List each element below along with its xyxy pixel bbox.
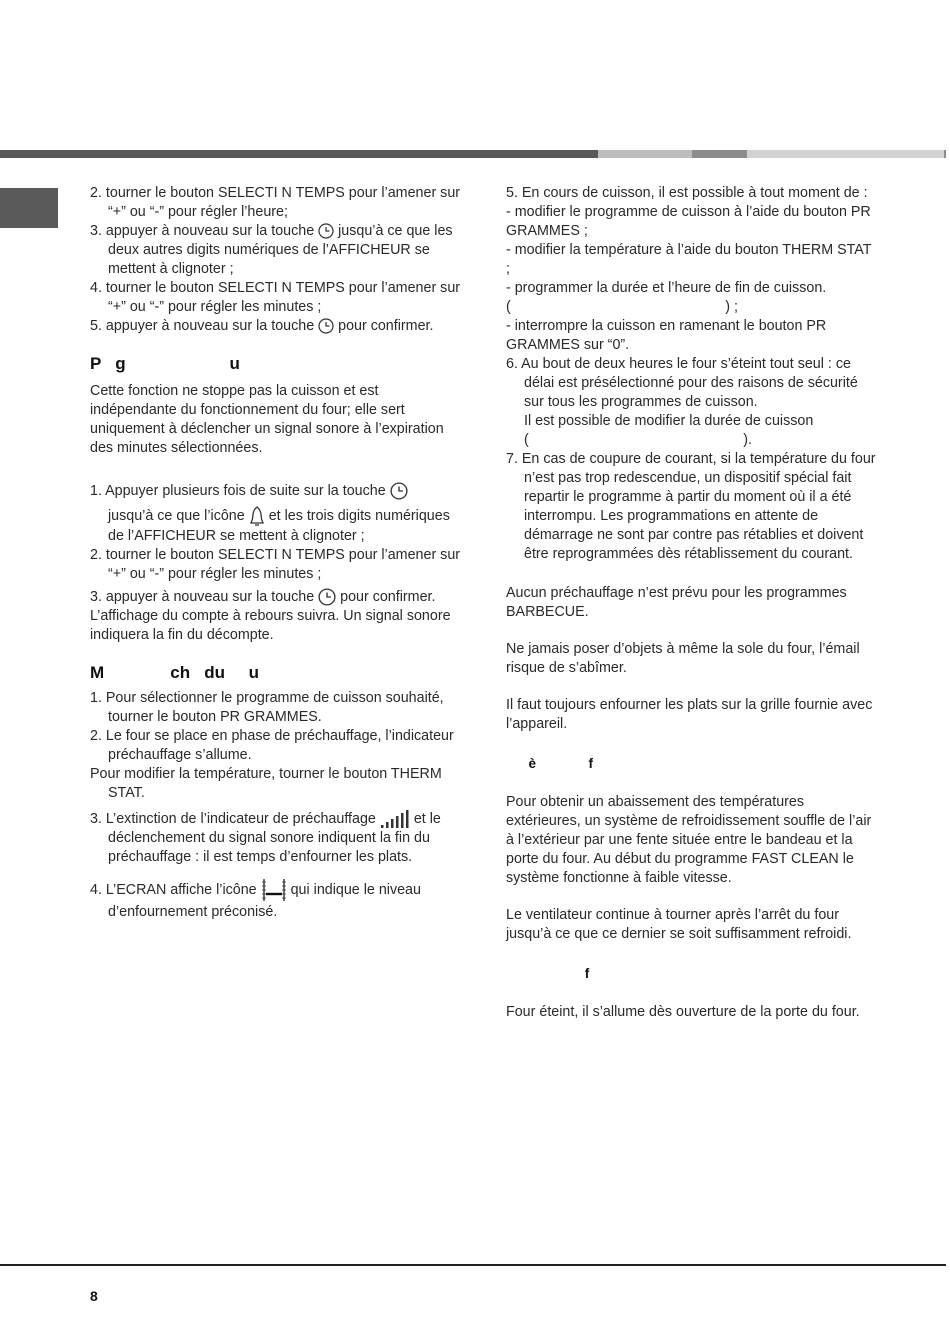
option-program-duration: - programmer la durée et l’heure de fin de cuisson. [506,280,827,296]
auto-shutoff-item: 6. Au bout de deux heures le four s’éteint tout seul : ce délai est présélectionné pour des raisons de sécurité sur tous les programmes de cuisson. [506,356,858,410]
shelf-level-icon [261,877,287,903]
start-step-3-text-a: 3. L’extinction de l’indicateur de préchauffage [90,810,376,827]
header-bar-light-right [747,150,944,158]
timer-step-3-text-a: 3. appuyer à nouveau sur la touche [90,589,315,605]
oven-light-paragraph: Four éteint, il s’allume dès ouverture de la porte du four. [506,1004,860,1020]
start-step-2: 2. Le four se place en phase de préchauffage, l’indicateur préchauffage s’allume. [90,728,454,763]
page-number: 8 [90,1288,98,1304]
power-outage-item: 7. En cas de coupure de courant, si la température du four n’est pas trop redescendue, un dispositif spécial fait repartir le programme à partir du moment où il a été interrompu. Les programmations en attente de démarrage ne sont par contre pas rétablies et doivent être reprogrammées dès rétablissement du courant. [506,451,876,562]
start-temperature-note: Pour modifier la température, tourner le bouton THERM STAT. [90,766,442,801]
clock-icon [318,588,336,606]
note-use-grill: Il faut toujours enfourner les plats sur la grille fournie avec l’appareil. [506,697,873,732]
clock-step-3 [90,222,465,279]
start-step-3-text-b: et le déclenchement du signal sonore indiquent la fin du préchauffage : il est temps d’enfourner les plats. [108,810,441,865]
clock-icon [318,318,334,334]
bell-icon [249,505,265,527]
footer-rule [0,1264,946,1266]
fan-note: Le ventilateur continue à tourner après l’arrêt du four jusqu’à ce que ce dernier se soit suffisamment refroidi. [506,907,852,942]
timer-step-1-continued [90,505,465,546]
option-program-duration-reference: ( ) ; [506,299,738,315]
timer-step-1 [90,482,465,501]
start-step-4-text-a: 4. L’ECRAN affiche l’icône [90,881,257,898]
cooking-options-intro: 5. En cours de cuisson, il est possible à tout moment de : [506,185,868,201]
clock-step-5 [90,317,465,336]
timer-step-2: 2. tourner le bouton SELECTI N TEMPS pour l’amener sur “+” ou “-” pour régler les minutes ; [90,547,461,582]
preheat-bars-icon [380,809,410,829]
timer-step-1-text-a: 1. Appuyer plusieurs fois de suite sur la touche [90,483,386,499]
note-oven-floor: Ne jamais poser d’objets à même la sole du four, l’émail risque de s’abîmer. [506,641,860,676]
timer-countdown-note: L’affichage du compte à rebours suivra. Un signal sonore indiquera la fin du décompte. [90,608,451,643]
start-step-3 [90,809,465,867]
start-step-1: 1. Pour sélectionner le programme de cuisson souhaité, tourner le bouton PR GRAMMES. [90,690,444,725]
timer-step-1-text-b: jusqu’à ce que l’icône [108,507,245,524]
auto-shutoff-modify-note: Il est possible de modifier la durée de cuisson [524,413,814,429]
section-heading-oven-light: f [506,966,590,981]
clock-step-3-text-a: 3. appuyer à nouveau sur la touche [90,223,315,239]
section-heading-programmateur: P g u [90,354,240,373]
clock-step-3-text-b: jusqu’à ce que les deux autres digits numériques de l’AFFICHEUR se mettent à clignoter ; [108,223,453,277]
start-step-4-text-b: qui indique le niveau d’enfournement préconisé. [108,881,421,920]
clock-step-5-text-a: 5. appuyer à nouveau sur la touche [90,318,315,334]
header-bar-mid [692,150,747,158]
clock-step-5-text-b: pour confirmer. [338,318,434,334]
right-column [506,184,878,1022]
timer-step-3 [90,588,465,607]
section-heading-mise-en-marche: M ch du u [90,663,260,682]
left-column [90,184,465,922]
clock-step-2: 2. tourner le bouton SELECTI N TEMPS pour l’amener sur “+” ou “-” pour régler l’heure; [90,185,461,220]
option-modify-program: - modifier le programme de cuisson à l’aide du bouton PR GRAMMES ; [506,204,871,239]
timer-step-1-text-c: et les trois digits numériques de l’AFFICHEUR se mettent à clignoter ; [108,507,450,544]
clock-step-4: 4. tourner le bouton SELECTI N TEMPS pour l’amener sur “+” ou “-” pour régler les minutes ; [90,280,461,315]
timer-step-3-text-b: pour confirmer. [340,589,436,605]
header-bar-dark [0,150,598,158]
option-modify-temperature: - modifier la température à l’aide du bouton THERM STAT ; [506,242,872,277]
header-bar-light [598,150,692,158]
header-bar-tick [944,150,946,158]
section-heading-cooling-system: è f [506,756,594,771]
timer-intro-paragraph: Cette fonction ne stoppe pas la cuisson et est indépendante du fonctionnement du four; elle sert uniquement à déclencher un signal sonore à l’expiration des minutes sélectionnées. [90,383,444,456]
start-step-4 [90,877,465,922]
clock-icon [318,223,334,239]
note-no-preheat-barbecue: Aucun préchauffage n’est prévu pour les programmes BARBECUE. [506,585,847,620]
cooling-system-paragraph: Pour obtenir un abaissement des températures extérieures, un système de refroidissement souffle de l’air à l’extérieur par une fente située entre le bandeau et la porte du four. Au début du programme FAST CLEAN le système fonctionne à faible vitesse. [506,794,872,886]
language-side-tab [0,188,58,228]
clock-icon [390,482,408,500]
option-interrupt-cooking: - interrompre la cuisson en ramenant le bouton PR GRAMMES sur “0”. [506,318,827,353]
auto-shutoff-reference: ( ). [524,432,752,448]
